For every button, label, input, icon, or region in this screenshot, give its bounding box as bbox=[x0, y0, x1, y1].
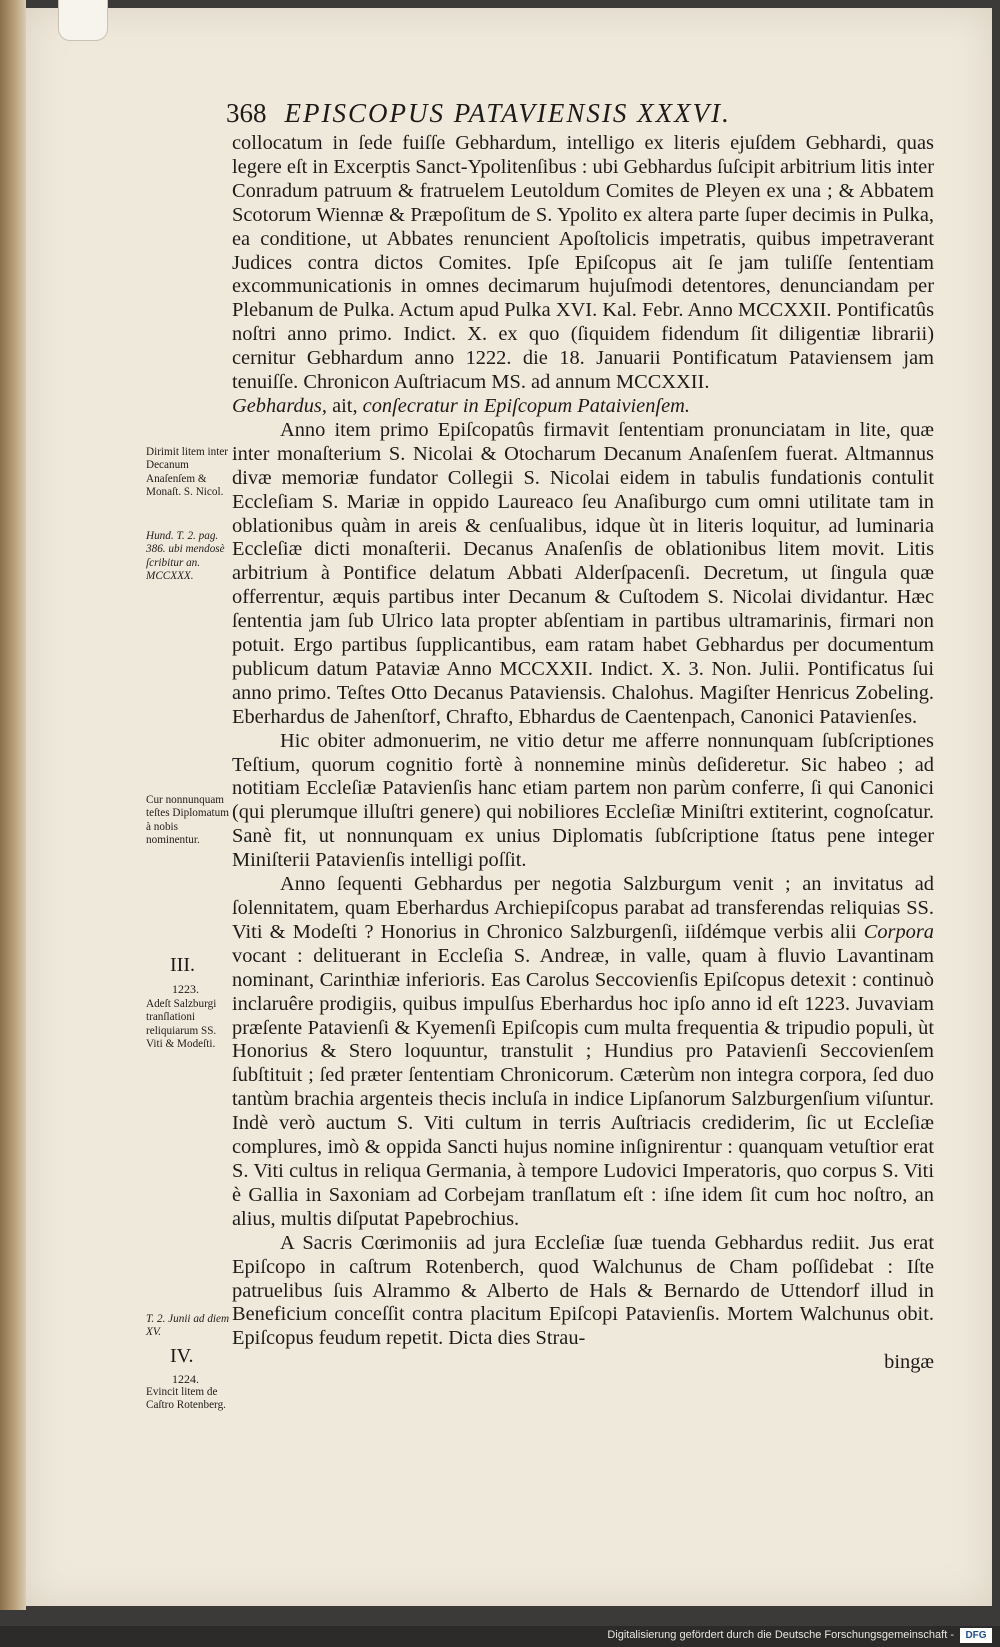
paragraph-1 bbox=[232, 132, 934, 419]
page-header bbox=[226, 98, 866, 129]
paragraph-1-italic-2: conſecratur in Epiſcopum Pataivienſem. bbox=[362, 394, 690, 417]
book-spine-edge bbox=[0, 0, 26, 1610]
paragraph-1-mid: , ait, bbox=[321, 394, 363, 417]
margin-note-4-ref: T. 2. Junii ad diem XV. bbox=[146, 1313, 230, 1339]
margin-note-3: Adeſt Salzburgi tranſlationi reliquiarum SS. Viti & Modeſti. bbox=[146, 998, 217, 1050]
margin-note-2: Cur nonnunquam teſtes Diplomatum à nobis nominentur. bbox=[146, 794, 229, 846]
paragraph-1-italic: Gebhardus bbox=[232, 394, 322, 417]
paragraph-5: A Sacris Cœrimoniis ad jura Eccleſiæ ſuæ tuenda Gebhardus rediit. Jus erat Epiſcopo in caſtrum Rotenberch, quod Walchunus de Cham poſſidebat : Iſte patruelibus ſuis Alrammo & Alberto de Hals & Bernardo de Uttendorf illud in Beneficium conceſſit contra placitum Epiſcopi Patavienſis. Mortem Walchunus obit. Epiſcopus feudum repetit. Dicta dies Strau- bbox=[232, 1231, 934, 1350]
dfg-logo: DFG bbox=[960, 1628, 992, 1643]
section-number-3: III. bbox=[170, 954, 195, 976]
paragraph-4-text-b: vocant : delituerant in Eccleſia S. Andreæ, in valle, quam à fluvio Lavantinam nominant, Carinthiæ inferioris. Eas Carolus Seccovienſis Epiſcopus detexit : continuò inclaruêre prodigiis, quibus impulſus Eberhardus hoc ipſo anno id eſt 1223. Juvaviam præſente Patavienſi & Kyemenſi Epiſcopis cum multa frequentia & tripudio populi, ùt Honorius & Stero loquuntur, transtulit ; Hundius pro Patavienſi Seccovienſem ſubſtituit ; ſed præter ſententiam Chronicorum. Cæterùm non integra corpora, ſed duo tantùm brachia argenteis thecis incluſa in indice Lipſanorum Salzburgenſium viſuntur. Indè verò auctum S. Viti cultum in terris Auſtriacis crediderim, ſic ut Eccleſiæ complures, imò & oppida Sancti hujus nomine inſignirentur : quanquam vetuſtior erat S. Viti cultus in reliqua Germania, à tempore Ludovici Imperatoris, quo corpus S. Viti è Gallia in Saxoniam ad Corbejam tranſlatum eſt : iſne idem ſit cum hoc noſtro, an alius, multis diſputat Papebrochius. bbox=[232, 944, 934, 1230]
section-year-4: 1224. bbox=[172, 1372, 199, 1386]
section-number-4: IV. bbox=[170, 1345, 194, 1367]
paragraph-4-text-a: Anno ſequenti Gebhardus per negotia Salzburgum venit ; an invitatus ad ſolennitatem, quam Eberhardus Archiepiſcopus parabat ad transferendas reliquias SS. Viti & Modeſti ? Honorius in Chronico Salzburgenſi, iiſdémque verbis alii bbox=[232, 873, 934, 943]
page-clip bbox=[58, 0, 108, 41]
paragraph-3: Hic obiter admonuerim, ne vitio detur me afferre nonnunquam ſubſcriptiones Teſtium, quorum cognitio fortè à nonnemine minùs deſideretur. Sic habeo ; ad notitiam Eccleſiæ Patavienſis hanc etiam partem non parùm conferre, ſi qui Canonici (qui plerumque illuſtri genere) qui nobiliores Eccleſiæ Miniſtri extiterint, cognoſcatur. Sanè fit, ut nonnunquam ex unius Diplomatis ſubſcriptione ſtatus pene integer Miniſterii Patavienſis intelligi poſſit. bbox=[232, 729, 934, 872]
body-text bbox=[232, 132, 934, 1375]
running-head: EPISCOPUS PATAVIENSIS XXXVI. bbox=[284, 98, 731, 128]
catchword: bingæ bbox=[884, 1351, 934, 1374]
margin-note-1: Dirimit litem inter Decanum Anaſenſem & Monaſt. S. Nicol. bbox=[146, 446, 229, 498]
footer-credit: Digitalisierung gefördert durch die Deutsche Forschungsgemeinschaft - bbox=[607, 1629, 954, 1641]
section-year-3: 1223. bbox=[172, 982, 199, 996]
margin-note-1-ref: Hund. T. 2. pag. 386. ubi mendosè ſcribitur an. MCCXXX. bbox=[146, 530, 225, 582]
page-number: 368 bbox=[226, 98, 267, 128]
paragraph-1-text: collocatum in ſede fuiſſe Gebhardum, intelligo ex literis ejuſdem Gebhardi, quas legere eſt in Excerptis Sanct-Ypolitenſibus : ubi Gebhardus ſuſcipit arbitrium litis inter Conradum patruum & fratruelem Leutoldum Comites de Pleyen ex una ; & Abbatem Scotorum Wiennæ & Præpoſitum de S. Ypolito ex altera parte ſuper decimis in Pulka, ea conditione, ut Abbates renuncient Apoſtolicis impetratis, quibus impetraverant Judices contra dictos Comites. Ipſe Epiſcopus ait ſe jam tuliſſe ſententiam excommunicationis in omnes decimarum hujuſmodi detentores, denunciandam per Plebanum de Pulka. Actum apud Pulka XVI. Kal. Febr. Anno MCCXXII. Pontificatûs noſtri anno primo. Indict. X. ex quo (ſiquidem fidendum ſit diligentiæ librarii) cernitur Gebhardum anno 1222. die 18. Januarii Pontificatum Pataviensem jam tenuiſſe. Chronicon Auſtriacum MS. ad annum MCCXXII. bbox=[232, 132, 935, 394]
paragraph-2: Anno item primo Epiſcopatûs firmavit ſententiam pronunciatam in lite, quæ inter monaſterium S. Nicolai & Otocharum Decanum Anaſenſem fuerat. Altmannus divæ memoriæ fundator Collegii S. Nicolai eidem in tabulis fundationis contulit Eccleſiam S. Mariæ in oppido Laureaco ſeu Anaſiburgo cum omni utilitate tam in oblationibus quàm in areis & cenſualibus, idque ùt in literis loquitur, ad luminaria Eccleſiæ dicti monaſterii. Decanus Anaſenſis de oblationibus litem movit. Litis arbitrium à Pontifice delatum Abbati Alderſpacenſi. Decretum, ut ſingula quæ offerrentur, æquis partibus inter Decanum & Cuſtodem S. Nicolai dividantur. Hæc ſententia jam ſub Ulrico lata propter abſentiam in partibus ultramarinis, firmari non potuit. Ergo partibus ſupplicantibus, eam ratam habet Gebhardus per documentum publicum datum Pataviæ Anno MCCXXII. Indict. X. 3. Non. Julii. Pontificatus ſui anno primo. Teſtes Otto Decanus Pataviensis. Chalohus. Magiſter Henricus Zobeling. Eberhardus de Jahenſtorf, Chrafto, Ebhardus de Caentenpach, Canonici Patavienſes. bbox=[232, 418, 934, 728]
paragraph-4 bbox=[232, 873, 934, 1232]
margin-note-5: Evincit litem de Caſtro Rotenberg. bbox=[146, 1386, 226, 1412]
paragraph-4-italic: Corpora bbox=[863, 920, 934, 943]
